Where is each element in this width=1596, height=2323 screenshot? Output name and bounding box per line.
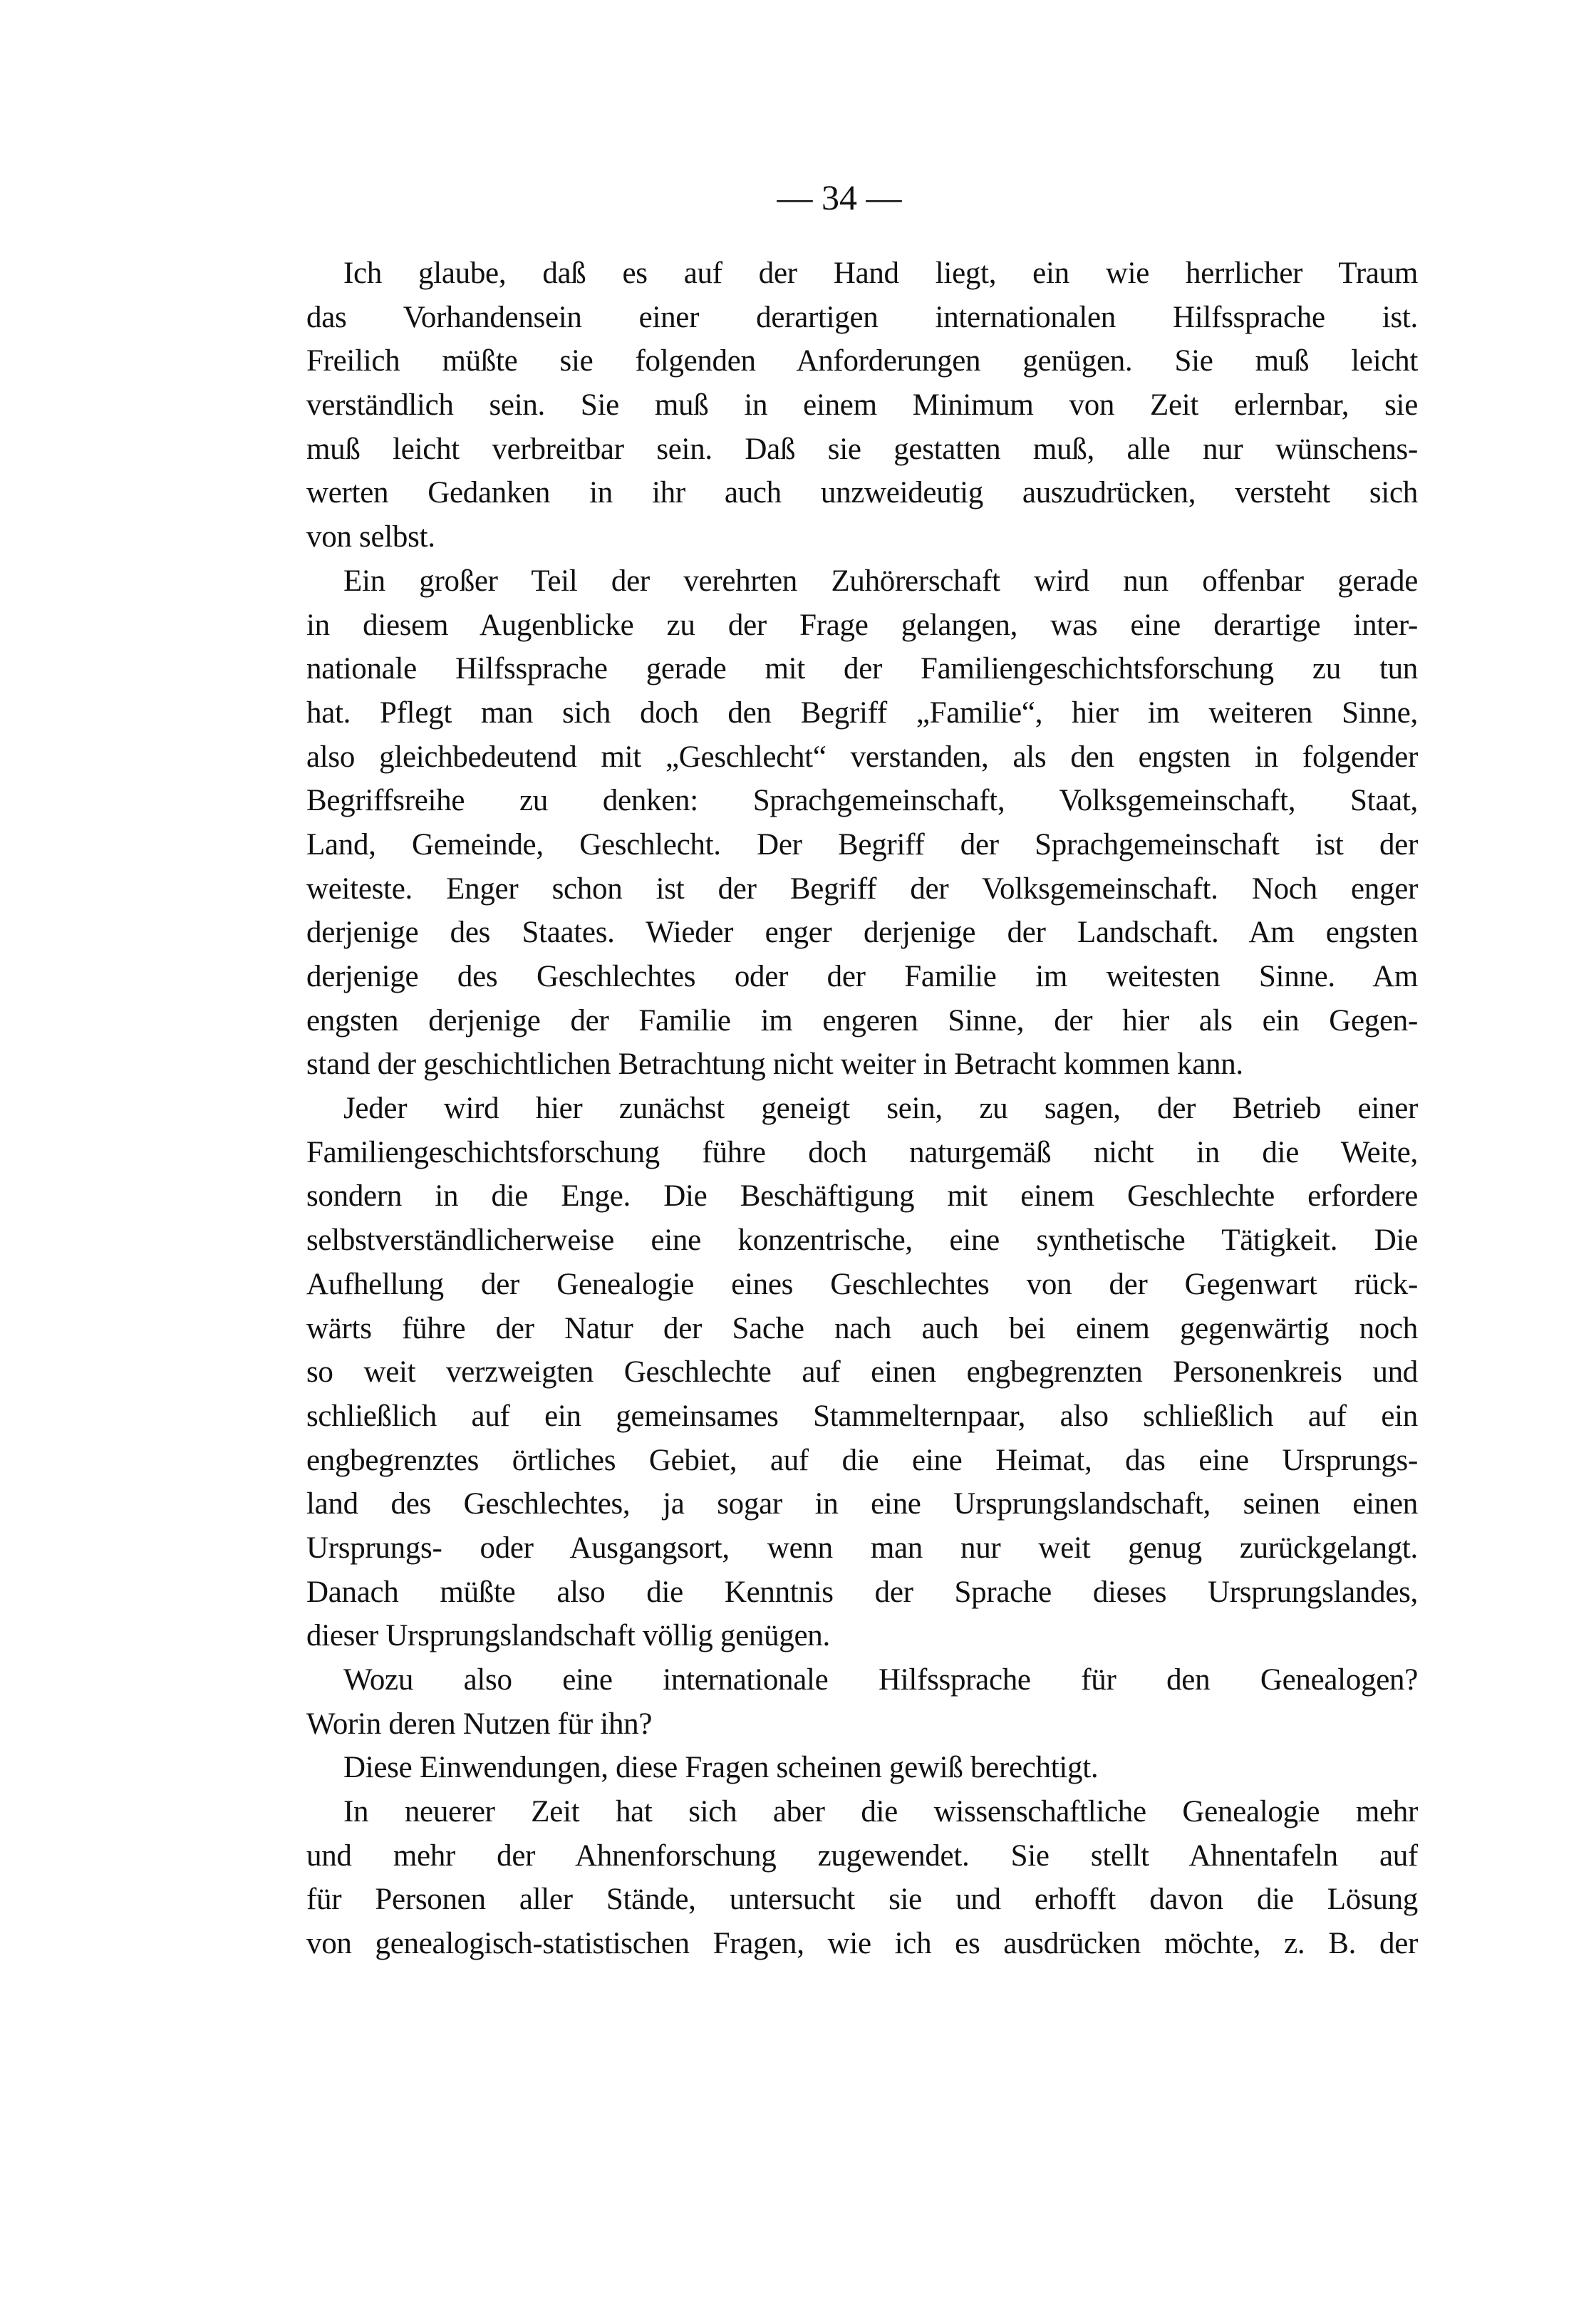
text-line: selbstverständlicherweise eine konzentrische, eine synthetische Tätigkeit. Die <box>306 1223 1418 1258</box>
text-line: Aufhellung der Genealogie eines Geschlechtes von der Gegenwart rück- <box>306 1267 1418 1301</box>
text-line: In neuerer Zeit hat sich aber die wissenschaftliche Genealogie mehr <box>343 1795 1418 1829</box>
text-line: für Personen aller Stände, untersucht sie und erhofft davon die Lösung <box>306 1883 1418 1917</box>
text-line: das Vorhandensein einer derartigen internationalen Hilfssprache ist. <box>306 300 1418 334</box>
text-line: weiteste. Enger schon ist der Begriff der Volksgemeinschaft. Noch enger <box>306 871 1418 906</box>
text-line: dieser Ursprungslandschaft völlig genügen. <box>306 1619 830 1653</box>
text-line: von selbst. <box>306 520 435 554</box>
text-line: werten Gedanken in ihr auch unzweideutig auszudrücken, versteht sich <box>306 476 1418 510</box>
text-line: wärts führe der Natur der Sache nach auch bei einem gegenwärtig noch <box>306 1311 1418 1345</box>
text-line: Jeder wird hier zunächst geneigt sein, zu sagen, der Betrieb einer <box>343 1092 1418 1126</box>
text-line: Begriffsreihe zu denken: Sprachgemeinschaft, Volksgemeinschaft, Staat, <box>306 784 1418 818</box>
text-line: in diesem Augenblicke zu der Frage gelangen, was eine derartige inter- <box>306 608 1418 642</box>
page-number: — 34 — <box>777 177 902 217</box>
text-line: derjenige des Staates. Wieder enger derjenige der Landschaft. Am engsten <box>306 916 1418 950</box>
text-line: Worin deren Nutzen für ihn? <box>306 1707 653 1741</box>
text-line: von genealogisch-statistischen Fragen, wie ich es ausdrücken möchte, z. B. der <box>306 1927 1418 1961</box>
text-line: schließlich auf ein gemeinsames Stammelternpaar, also schließlich auf ein <box>306 1399 1418 1433</box>
text-line: derjenige des Geschlechtes oder der Familie im weitesten Sinne. Am <box>306 960 1418 993</box>
text-line: hat. Pflegt man sich doch den Begriff „Familie“, hier im weiteren Sinne, <box>306 695 1418 730</box>
text-line: verständlich sein. Sie muß in einem Minimum von Zeit erlernbar, sie <box>306 388 1418 423</box>
text-line: nationale Hilfssprache gerade mit der Familiengeschichtsforschung zu tun <box>306 652 1418 686</box>
text-line: Ein großer Teil der verehrten Zuhörerschaft wird nun offenbar gerade <box>343 564 1418 598</box>
text-line: Diese Einwendungen, diese Fragen scheinen gewiß berechtigt. <box>343 1751 1099 1785</box>
text-line: Familiengeschichtsforschung führe doch naturgemäß nicht in die Weite, <box>306 1135 1418 1169</box>
text-line: Ursprungs- oder Ausgangsort, wenn man nur weit genug zurückgelangt. <box>306 1531 1418 1565</box>
text-line: Freilich müßte sie folgenden Anforderungen genügen. Sie muß leicht <box>306 344 1418 378</box>
text-line: Land, Gemeinde, Geschlecht. Der Begriff der Sprachgemeinschaft ist der <box>306 827 1418 862</box>
body-text <box>306 252 1418 1966</box>
text-line: Wozu also eine internationale Hilfssprache für den Genealogen? <box>343 1663 1418 1697</box>
text-line: sondern in die Enge. Die Beschäftigung mit einem Geschlechte erfordere <box>306 1179 1418 1214</box>
text-line: land des Geschlechtes, ja sogar in eine Ursprungslandschaft, seinen einen <box>306 1487 1418 1521</box>
text-line: also gleichbedeutend mit „Geschlecht“ verstanden, als den engsten in folgender <box>306 740 1418 774</box>
text-line: stand der geschichtlichen Betrachtung nicht weiter in Betracht kommen kann. <box>306 1047 1243 1082</box>
text-line: engsten derjenige der Familie im engeren Sinne, der hier als ein Gegen- <box>306 1003 1418 1038</box>
text-line: engbegrenztes örtliches Gebiet, auf die eine Heimat, das eine Ursprungs- <box>306 1443 1418 1477</box>
text-line: Danach müßte also die Kenntnis der Sprache dieses Ursprungslandes, <box>306 1575 1418 1609</box>
text-line: muß leicht verbreitbar sein. Daß sie gestatten muß, alle nur wünschens- <box>306 432 1418 466</box>
text-line: so weit verzweigten Geschlechte auf einen engbegrenzten Personenkreis und <box>306 1355 1418 1390</box>
text-line: und mehr der Ahnenforschung zugewendet. Sie stellt Ahnentafeln auf <box>306 1838 1418 1873</box>
text-line: Ich glaube, daß es auf der Hand liegt, ein wie herrlicher Traum <box>343 257 1418 290</box>
